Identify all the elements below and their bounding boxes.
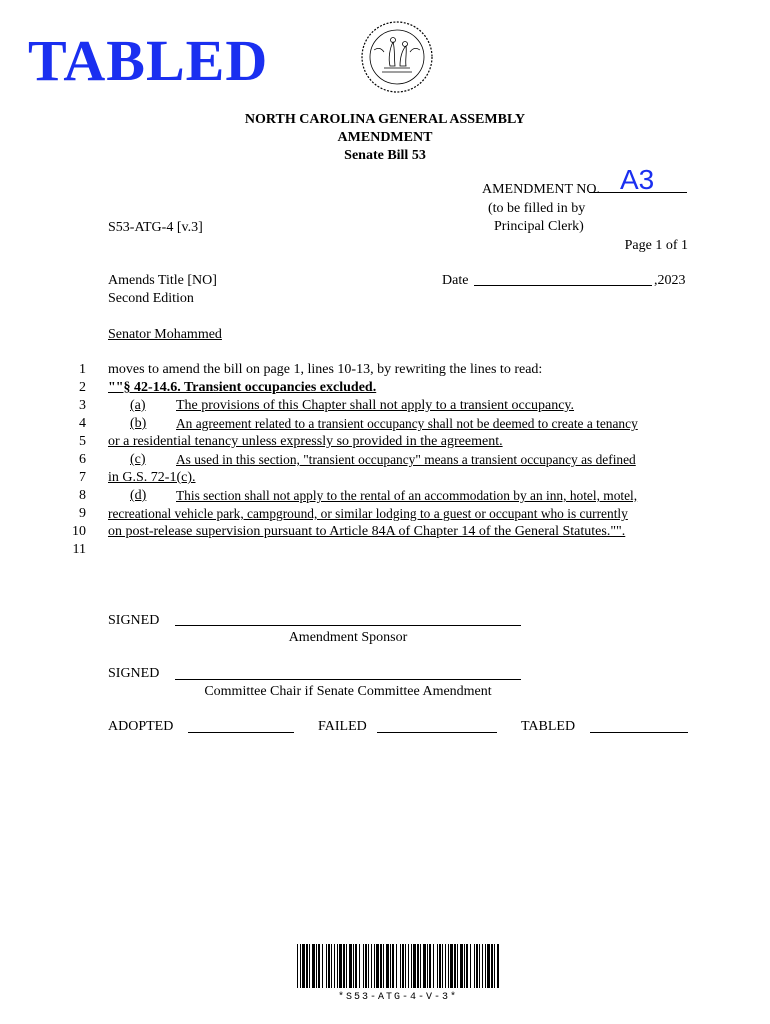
line-text: or a residential tenancy unless expressly so provided in the agreement. (108, 434, 503, 449)
amendment-number-value: A3 (620, 164, 655, 195)
line-number: 6 (79, 452, 86, 467)
state-seal-icon (360, 20, 434, 94)
line-text: moves to amend the bill on page 1, lines 10-13, by rewriting the lines to read: (108, 362, 543, 377)
line-number: 3 (79, 398, 86, 413)
subsection-label: (a) (130, 398, 146, 413)
chair-caption: Committee Chair if Senate Committee Amendment (204, 684, 492, 699)
line-text: recreational vehicle park, campground, or similar lodging to a guest or occupant who is currently (108, 506, 628, 521)
subsection-label: (b) (130, 416, 147, 431)
line-number: 8 (79, 488, 86, 503)
page-number: Page 1 of 1 (624, 238, 688, 253)
assembly-heading: NORTH CAROLINA GENERAL ASSEMBLY (244, 112, 526, 127)
signed-label: SIGNED (108, 613, 160, 628)
amendment-number (482, 164, 688, 198)
line-text: in G.S. 72-1(c). (108, 470, 196, 485)
adopted-line (188, 732, 294, 733)
failed-line (377, 732, 497, 733)
sponsor-signature-line (175, 625, 521, 626)
line-text: An agreement related to a transient occupancy shall not be deemed to create a tenancy (176, 416, 638, 431)
amendment-heading: AMENDMENT (337, 130, 433, 145)
edition: Second Edition (108, 291, 194, 306)
senator-name: Senator Mohammed (108, 327, 222, 342)
document-code: S53-ATG-4 [v.3] (108, 220, 203, 235)
line-number: 4 (79, 416, 86, 431)
line-number: 10 (72, 524, 86, 539)
tabled-label: TABLED (521, 719, 576, 734)
date-label: Date (442, 273, 469, 288)
bill-heading: Senate Bill 53 (344, 148, 426, 163)
signed-label: SIGNED (108, 666, 160, 681)
line-text: As used in this section, "transient occupancy" means a transient occupancy as defined (176, 452, 636, 467)
tabled-stamp: TABLED (28, 28, 269, 93)
line-number: 11 (72, 542, 86, 557)
line-text: This section shall not apply to the rental of an accommodation by an inn, hotel, motel, (176, 488, 638, 503)
clerk-note-2: Principal Clerk) (494, 219, 584, 234)
section-heading: ""§ 42-14.6. Transient occupancies excluded. (108, 380, 377, 395)
line-number: 7 (79, 470, 86, 485)
subsection-label: (c) (130, 452, 146, 467)
tabled-line (590, 732, 688, 733)
sponsor-caption: Amendment Sponsor (288, 630, 408, 645)
line-number: 5 (79, 434, 86, 449)
line-text: on post-release supervision pursuant to Article 84A of Chapter 14 of the General Statutes."". (108, 524, 626, 539)
amends-title: Amends Title [NO] (108, 273, 217, 288)
subsection-label: (d) (130, 488, 147, 503)
line-number: 9 (79, 506, 86, 521)
line-number: 2 (79, 380, 86, 395)
line-number: 1 (79, 362, 86, 377)
clerk-note-1: (to be filled in by (488, 201, 586, 216)
date-line (474, 285, 652, 286)
failed-label: FAILED (318, 719, 367, 734)
chair-signature-line (175, 679, 521, 680)
amendment-number-label: AMENDMENT NO. (482, 182, 600, 197)
adopted-label: ADOPTED (108, 719, 174, 734)
barcode-caption: *S53-ATG-4-V-3* (337, 992, 458, 1003)
date-year: ,2023 (654, 273, 686, 288)
barcode-icon (297, 944, 499, 988)
line-text: The provisions of this Chapter shall not apply to a transient occupancy. (176, 398, 575, 413)
